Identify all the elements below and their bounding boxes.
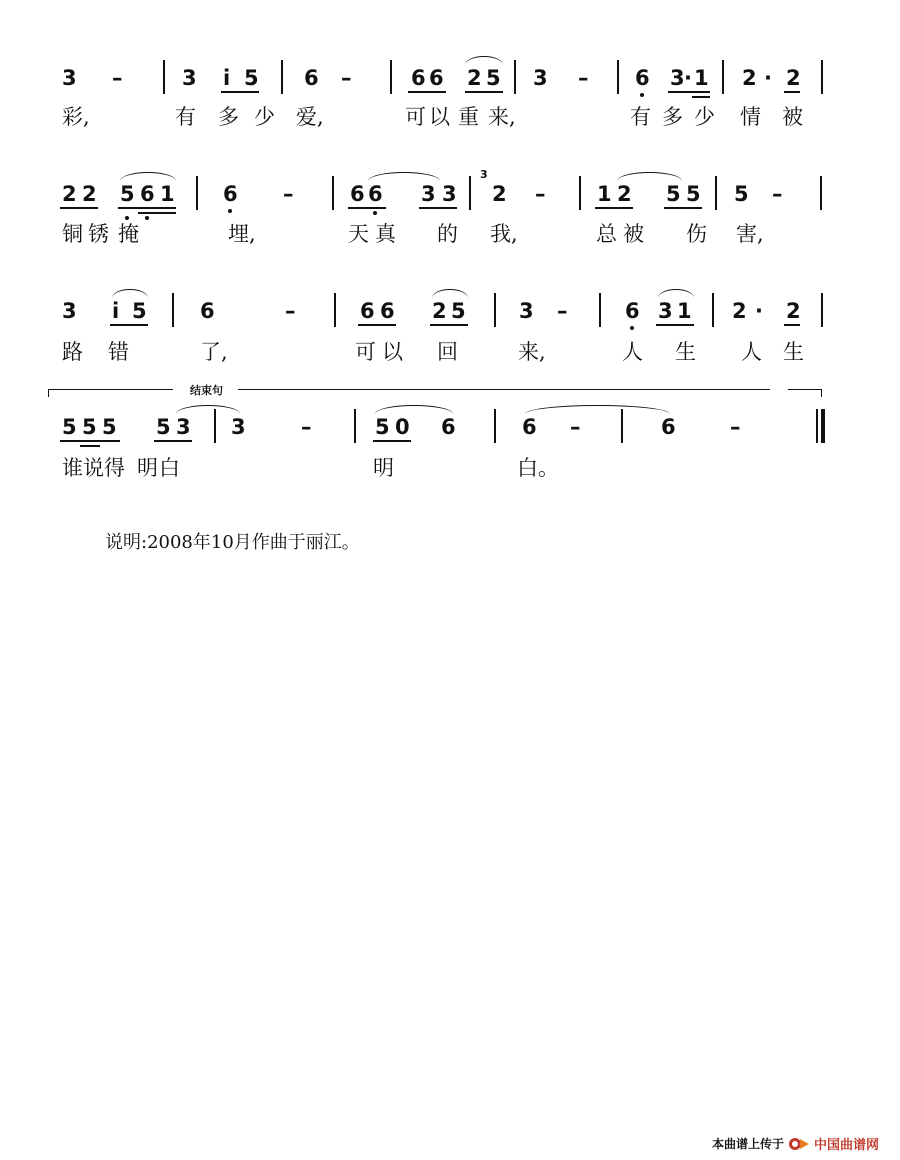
grace-note: 3 [480,168,488,181]
lyric: 有 [630,105,651,129]
low-octave-dot [125,216,129,220]
lyric: 生 [783,340,804,364]
lyric: 彩, [62,105,90,129]
site-logo-icon [788,1137,810,1151]
lyric: 重 [458,105,479,129]
note: 5 [132,299,147,323]
underline [784,91,800,93]
barline [494,293,496,327]
note: 6 [429,66,444,90]
note: 6 [380,299,395,323]
note: i [223,66,231,90]
final-barline-thin [816,409,818,443]
note: 1 [694,66,709,90]
note: 3 [670,66,685,90]
slur [120,172,176,181]
underline [154,440,192,442]
underline [358,324,396,326]
lyric: 白。 [517,456,559,480]
note: 6 [635,66,650,90]
barline [332,176,334,210]
underline [664,207,702,209]
lyric: 来, [518,340,546,364]
lyric: 真 [375,222,396,246]
lyric: 少 [694,105,715,129]
note: 2 [786,66,801,90]
dot-mark: · [684,66,692,90]
underline [60,207,98,209]
underline [221,91,259,93]
note: 2 [732,299,747,323]
barline [163,60,165,94]
dash: – [535,182,546,206]
footer [712,1134,879,1153]
barline [820,176,822,210]
note: 0 [395,415,410,439]
note: 5 [686,182,701,206]
note: 5 [120,182,135,206]
lyric: 明 [137,456,158,480]
lyric: 谁 [62,456,83,480]
barline [494,409,496,443]
dash: – [283,182,294,206]
ending-bracket-line [238,389,770,390]
lyric: 铜 [62,222,83,246]
barline [821,293,823,327]
lyric: 人 [622,340,643,364]
underline [430,324,468,326]
lyric: 爱, [296,105,324,129]
lyric: 回 [437,340,458,364]
note: 6 [200,299,215,323]
note: 5 [666,182,681,206]
underline [80,445,100,447]
dash: – [570,415,581,439]
note: 3 [533,66,548,90]
lyric: 掩 [118,222,139,246]
barline [172,293,174,327]
lyric: 白 [159,456,180,480]
note: 2 [432,299,447,323]
barline [579,176,581,210]
note: 3 [231,415,246,439]
final-barline-thick [821,409,825,443]
ending-marker-label: 结束句 [190,384,223,397]
dash: – [578,66,589,90]
barline [390,60,392,94]
slur [658,289,694,298]
note: 1 [677,299,692,323]
lyric: 说 [83,456,104,480]
ending-bracket-tick [48,389,49,397]
underline [668,91,710,93]
note: 1 [597,182,612,206]
dash: – [730,415,741,439]
note: 5 [244,66,259,90]
underline [348,207,386,209]
note: 3 [62,299,77,323]
note: 6 [140,182,155,206]
barline [821,60,823,94]
lyric: 多 [662,105,683,129]
barline [214,409,216,443]
slur [176,405,240,414]
lyric: 路 [62,340,83,364]
note: 6 [350,182,365,206]
barline [621,409,623,443]
barline [334,293,336,327]
lyric: 来, [488,105,516,129]
lyric: 错 [108,340,129,364]
lyric: 以 [429,105,450,129]
dash: – [341,66,352,90]
underline [118,207,176,209]
note: 5 [102,415,117,439]
underline [784,324,800,326]
lyric: 的 [437,222,458,246]
low-octave-dot [373,211,377,215]
lyric: 总 [596,222,617,246]
slur [368,172,440,181]
dot-mark: · [755,299,763,323]
barline [722,60,724,94]
barline [196,176,198,210]
note: 2 [62,182,77,206]
note: 3 [658,299,673,323]
lyric: 得 [104,456,125,480]
note: 2 [742,66,757,90]
note: 3 [442,182,457,206]
underline [656,324,694,326]
barline [599,293,601,327]
note: 6 [360,299,375,323]
note: 3 [62,66,77,90]
underline [692,96,710,98]
slur [465,56,503,65]
dash: – [285,299,296,323]
lyric: 有 [175,105,196,129]
note: 3 [176,415,191,439]
dash: – [557,299,568,323]
lyric: 情 [740,105,761,129]
note: 6 [411,66,426,90]
note: 5 [486,66,501,90]
underline [595,207,633,209]
lyric: 明 [373,456,394,480]
barline [715,176,717,210]
lyric: 了, [200,340,228,364]
lyric: 可 [405,105,426,129]
ending-bracket-line [788,389,822,390]
barline [617,60,619,94]
underline [110,324,148,326]
barline [469,176,471,210]
note: 2 [467,66,482,90]
note: 6 [522,415,537,439]
low-octave-dot [145,216,149,220]
slur [617,172,682,181]
site-brand-link[interactable]: 中国曲谱网 [814,1138,880,1153]
note: 2 [82,182,97,206]
note: 6 [625,299,640,323]
lyric: 埋, [228,222,256,246]
slur [432,289,468,298]
dot-mark: · [764,66,772,90]
underline [138,212,176,214]
slur [525,405,670,414]
low-octave-dot [630,326,634,330]
slur [112,289,148,298]
note: 1 [160,182,175,206]
composition-note: 说明:2008年10月作曲于丽江。 [105,532,360,553]
note: 5 [62,415,77,439]
barline [712,293,714,327]
lyric: 人 [741,340,762,364]
dash: – [772,182,783,206]
lyric: 天 [348,222,369,246]
note: 6 [661,415,676,439]
note: 6 [368,182,383,206]
underline [60,440,120,442]
note: 6 [304,66,319,90]
lyric: 我, [490,222,518,246]
lyric: 锈 [88,222,109,246]
barline [514,60,516,94]
underline [465,91,503,93]
ending-bracket-line [48,389,173,390]
underline [408,91,446,93]
note: 5 [156,415,171,439]
note: 3 [421,182,436,206]
note: 5 [82,415,97,439]
note: 6 [441,415,456,439]
note: 3 [519,299,534,323]
lyric: 被 [623,222,644,246]
lyric: 可 [355,340,376,364]
lyric: 多 [218,105,239,129]
note: 2 [617,182,632,206]
barline [281,60,283,94]
note: 2 [786,299,801,323]
lyric: 少 [254,105,275,129]
note: 5 [734,182,749,206]
lyric: 生 [675,340,696,364]
note: i [112,299,120,323]
lyric: 伤 [686,222,707,246]
lyric: 被 [782,105,803,129]
lyric: 害, [736,222,764,246]
note: 6 [223,182,238,206]
low-octave-dot [228,209,232,213]
note: 5 [375,415,390,439]
underline [373,440,411,442]
dash: – [301,415,312,439]
low-octave-dot [640,93,644,97]
note: 3 [182,66,197,90]
upload-text: 本曲谱上传于 [712,1137,785,1151]
note: 5 [451,299,466,323]
note: 2 [492,182,507,206]
dash: – [112,66,123,90]
lyric: 以 [382,340,403,364]
ending-bracket-tick [821,389,822,397]
underline [419,207,457,209]
barline [354,409,356,443]
slur [375,405,453,414]
